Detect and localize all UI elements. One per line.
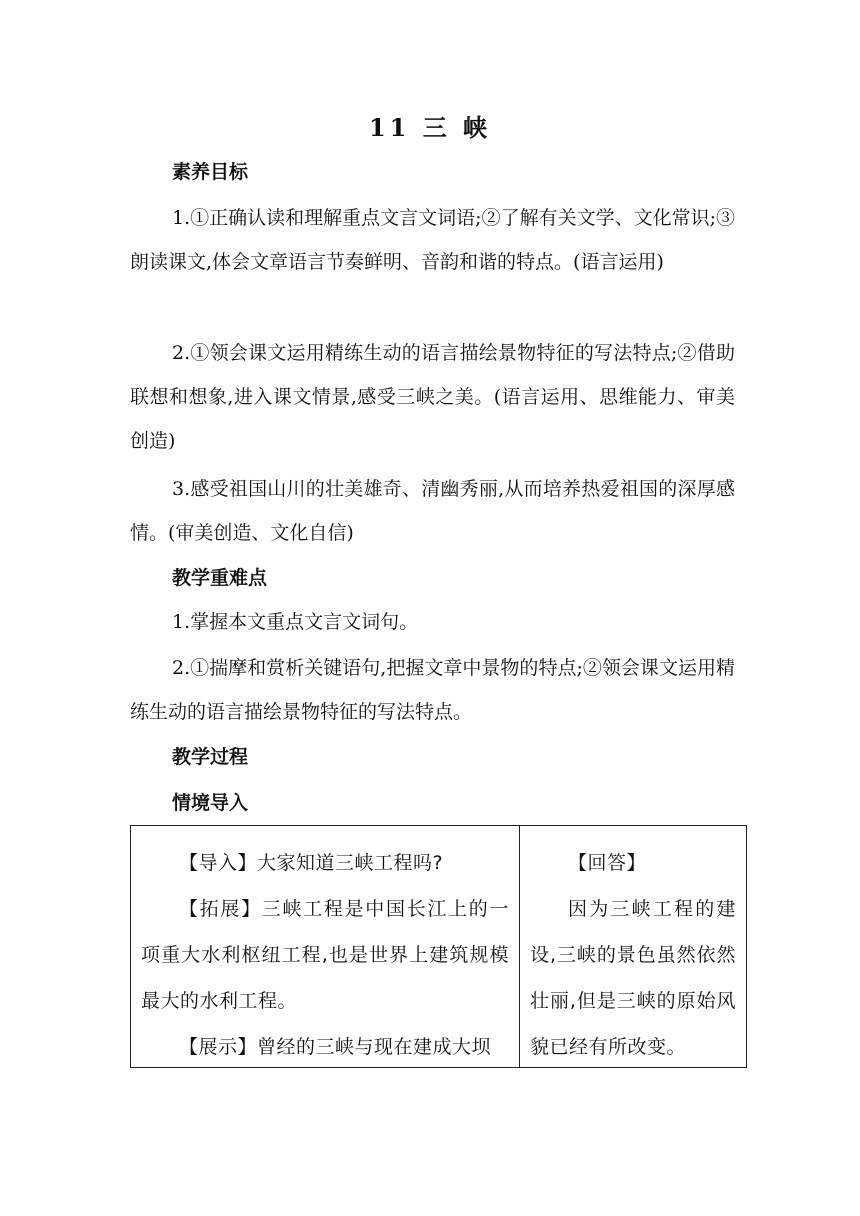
intro-table <box>130 825 747 1068</box>
table-left-paragraph: 【拓展】三峡工程是中国长江上的一项重大水利枢纽工程,也是世界上建筑规模最大的水利工程。 <box>141 898 509 1012</box>
key-points-heading: 教学重难点 <box>172 567 268 589</box>
goal-paragraph-2: 2.①领会课文运用精练生动的语言描绘景物特征的写法特点;②借助联想和想象,进入课文情景,感受三峡之美。(语言运用、思维能力、审美创造) <box>130 342 735 452</box>
goal-paragraph-1: 1.①正确认读和理解重点文言文词语;②了解有关文学、文化常识;③朗读课文,体会文章语言节奏鲜明、音韵和谐的特点。(语言运用) <box>130 207 735 273</box>
table-left-column <box>131 826 520 1067</box>
key-point-paragraph-2: 2.①揣摩和赏析关键语句,把握文章中景物的特点;②领会课文运用精练生动的语言描绘景物特征的写法特点。 <box>130 657 735 723</box>
goals-heading: 素养目标 <box>172 161 249 183</box>
key-point-paragraph-1: 1.掌握本文重点文言文词句。 <box>172 611 419 633</box>
intro-heading: 情境导入 <box>172 792 249 814</box>
goal-paragraph-3: 3.感受祖国山川的壮美雄奇、清幽秀丽,从而培养热爱祖国的深厚感情。(审美创造、文化自信) <box>130 478 735 544</box>
table-left-paragraph: 【展示】曾经的三峡与现在建成大坝 <box>179 1036 492 1058</box>
table-right-column <box>520 826 746 1067</box>
process-heading: 教学过程 <box>172 746 249 768</box>
table-left-paragraph: 【导入】大家知道三峡工程吗? <box>179 852 444 874</box>
lesson-title: 11 三 峡 <box>368 113 492 142</box>
table-right-paragraph: 【回答】 <box>568 852 647 874</box>
table-right-paragraph: 因为三峡工程的建设,三峡的景色虽然依然壮丽,但是三峡的原始风貌已经有所改变。 <box>530 898 736 1058</box>
